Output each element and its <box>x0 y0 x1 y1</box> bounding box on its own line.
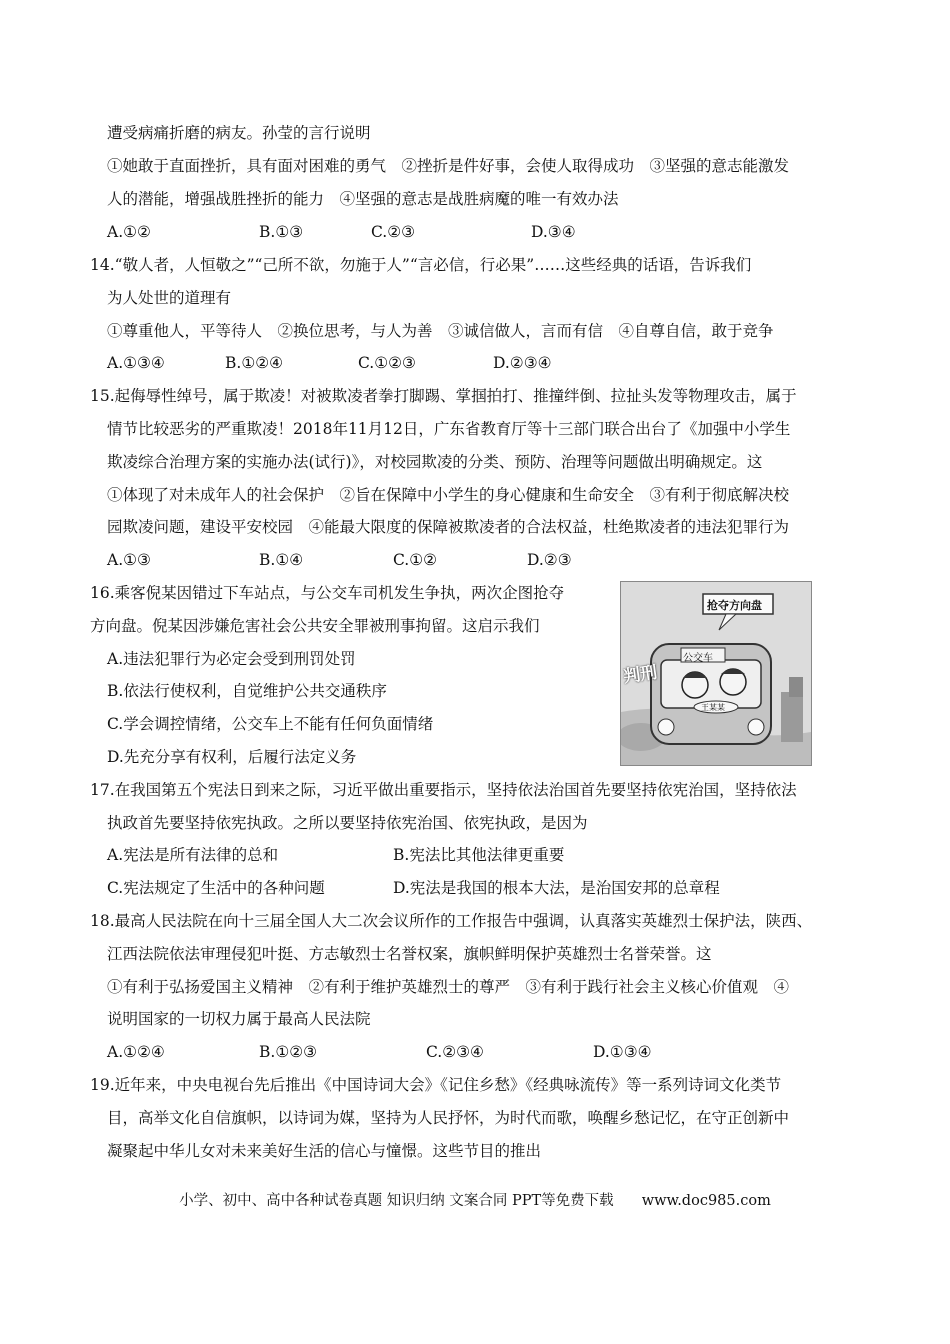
q14-choices <box>107 353 552 373</box>
page-footer <box>0 1191 950 1211</box>
q14-choice-b[interactable]: B.①②④ <box>225 354 284 372</box>
q15-stem-line-3: 欺凌综合治理方案的实施办法(试行)》，对校园欺凌的分类、预防、治理等问题做出明确规定。这 <box>107 453 763 471</box>
q14-stem-line-1: 14.“敬人者，人恒敬之”“己所不欲，勿施于人”“言必信，行必果”……这些经典的话语，告诉我们 <box>90 256 752 274</box>
q13-choice-b[interactable]: B.①③ <box>259 223 304 241</box>
q16-choice-d[interactable]: D.先充分享有权利，后履行法定义务 <box>107 748 357 766</box>
cartoon-speech-bubble: 抢夺方向盘 <box>707 599 762 612</box>
q16-stem-line-1: 16.乘客倪某因错过下车站点，与公交车司机发生争执，两次企图抢夺 <box>90 584 565 602</box>
q19-stem-line-2: 目，高举文化自信旗帜，以诗词为媒，坚持为人民抒怀，为时代而歌，唤醒乡愁记忆，在守正创新中 <box>107 1109 790 1127</box>
q15-choice-b[interactable]: B.①④ <box>259 551 304 569</box>
q13-choice-c[interactable]: C.②③ <box>371 223 416 241</box>
q13-choices <box>107 222 576 242</box>
q14-stem-line-2: 为人处世的道理有 <box>107 289 232 307</box>
q18-choice-a[interactable]: A.①②④ <box>107 1043 165 1061</box>
q14-choice-c[interactable]: C.①②③ <box>358 354 416 372</box>
q16-choice-b[interactable]: B.依法行使权利，自觉维护公共交通秩序 <box>107 682 387 700</box>
q18-choice-b[interactable]: B.①②③ <box>259 1043 318 1061</box>
q17-choice-c[interactable]: C.宪法规定了生活中的各种问题 <box>107 879 325 897</box>
q18-stem-line-2: 江西法院依法审理侵犯叶挺、方志敏烈士名誉权案，旗帜鲜明保护英雄烈士名誉荣誉。这 <box>107 945 712 963</box>
q16-choice-a[interactable]: A.违法犯罪行为必定会受到刑罚处罚 <box>107 650 356 668</box>
q17-choice-d[interactable]: D.宪法是我国的根本大法，是治国安邦的总章程 <box>393 879 720 897</box>
q17-stem-line-2: 执政首先要坚持依宪执政。之所以要坚持依宪治国、依宪执政，是因为 <box>107 814 588 832</box>
q15-stem-line-2: 情节比较恶劣的严重欺凌！2018年11月12日，广东省教育厅等十三部门联合出台了《加强中小学生 <box>107 420 791 438</box>
q15-stem-line-1: 15.起侮辱性绰号，属于欺凌！对被欺凌者拳打脚踢、掌掴拍打、推撞绊倒、拉扯头发等物理攻击，属于 <box>90 387 797 405</box>
q13-options-line-1: ①她敢于直面挫折，具有面对困难的勇气 ②挫折是件好事，会使人取得成功 ③坚强的意志能激发 <box>107 157 790 175</box>
q17-choice-b[interactable]: B.宪法比其他法律更重要 <box>393 846 565 864</box>
q14-choice-d[interactable]: D.②③④ <box>493 354 552 372</box>
q16-stem-line-2: 方向盘。倪某因涉嫌危害社会公共安全罪被刑事拘留。这启示我们 <box>90 617 540 635</box>
q16-choice-c[interactable]: C.学会调控情绪，公交车上不能有任何负面情绪 <box>107 715 434 733</box>
footer-text: 小学、初中、高中各种试卷真题 知识归纳 文案合同 PPT等免费下载 <box>179 1193 614 1209</box>
q15-choice-c[interactable]: C.①② <box>393 551 438 569</box>
q18-stem-line-1: 18.最高人民法院在向十三届全国人大二次会议所作的工作报告中强调，认真落实英雄烈士保护法，陕西、 <box>90 912 813 930</box>
q19-stem-line-3: 凝聚起中华儿女对未来美好生活的信心与憧憬。这些节目的推出 <box>107 1142 542 1160</box>
q15-options-line-2: 园欺凌问题，建设平安校园 ④能最大限度的保障被欺凌者的合法权益，杜绝欺凌者的违法犯罪行为 <box>107 518 790 536</box>
q15-choice-d[interactable]: D.②③ <box>527 551 572 569</box>
q18-options-line-2: 说明国家的一切权力属于最高人民法院 <box>107 1010 371 1028</box>
footer-url-link[interactable]: www.doc985.com <box>641 1193 771 1209</box>
q14-options: ①尊重他人，平等待人 ②换位思考，与人为善 ③诚信做人，言而有信 ④自尊自信，敢于竞争 <box>107 322 774 340</box>
q18-choice-c[interactable]: C.②③④ <box>426 1043 484 1061</box>
cartoon-plate: 王某某 <box>701 703 725 712</box>
q13-choice-d[interactable]: D.③④ <box>531 223 576 241</box>
q15-options-line-1: ①体现了对未成年人的社会保护 ②旨在保障中小学生的身心健康和生命安全 ③有利于彻底解决校 <box>107 486 790 504</box>
q18-choices <box>107 1042 652 1062</box>
q18-options-line-1: ①有利于弘扬爱国主义精神 ②有利于维护英雄烈士的尊严 ③有利于践行社会主义核心价值观 ④ <box>107 978 790 996</box>
q14-choice-a[interactable]: A.①③④ <box>107 354 165 372</box>
q15-choices <box>107 550 572 570</box>
cartoon-side-word: 判刑 <box>622 662 659 688</box>
q13-stem-continuation: 遭受病痛折磨的病友。孙莹的言行说明 <box>107 124 371 142</box>
q17-choice-a[interactable]: A.宪法是所有法律的总和 <box>107 846 279 864</box>
cartoon-bus-sign: 公交车 <box>683 653 713 664</box>
q13-options-line-2: 人的潜能，增强战胜挫折的能力 ④坚强的意志是战胜病魔的唯一有效办法 <box>107 190 619 208</box>
q19-stem-line-1: 19.近年来，中央电视台先后推出《中国诗词大会》《记住乡愁》《经典咏流传》等一系列诗词文化类节 <box>90 1076 782 1094</box>
q15-choice-a[interactable]: A.①③ <box>107 551 151 569</box>
q18-choice-d[interactable]: D.①③④ <box>593 1043 652 1061</box>
q17-stem-line-1: 17.在我国第五个宪法日到来之际，习近平做出重要指示，坚持依法治国首先要坚持依宪治国，坚持依法 <box>90 781 797 799</box>
q13-choice-a[interactable]: A.①② <box>107 223 151 241</box>
bus-cartoon-image <box>620 581 812 766</box>
